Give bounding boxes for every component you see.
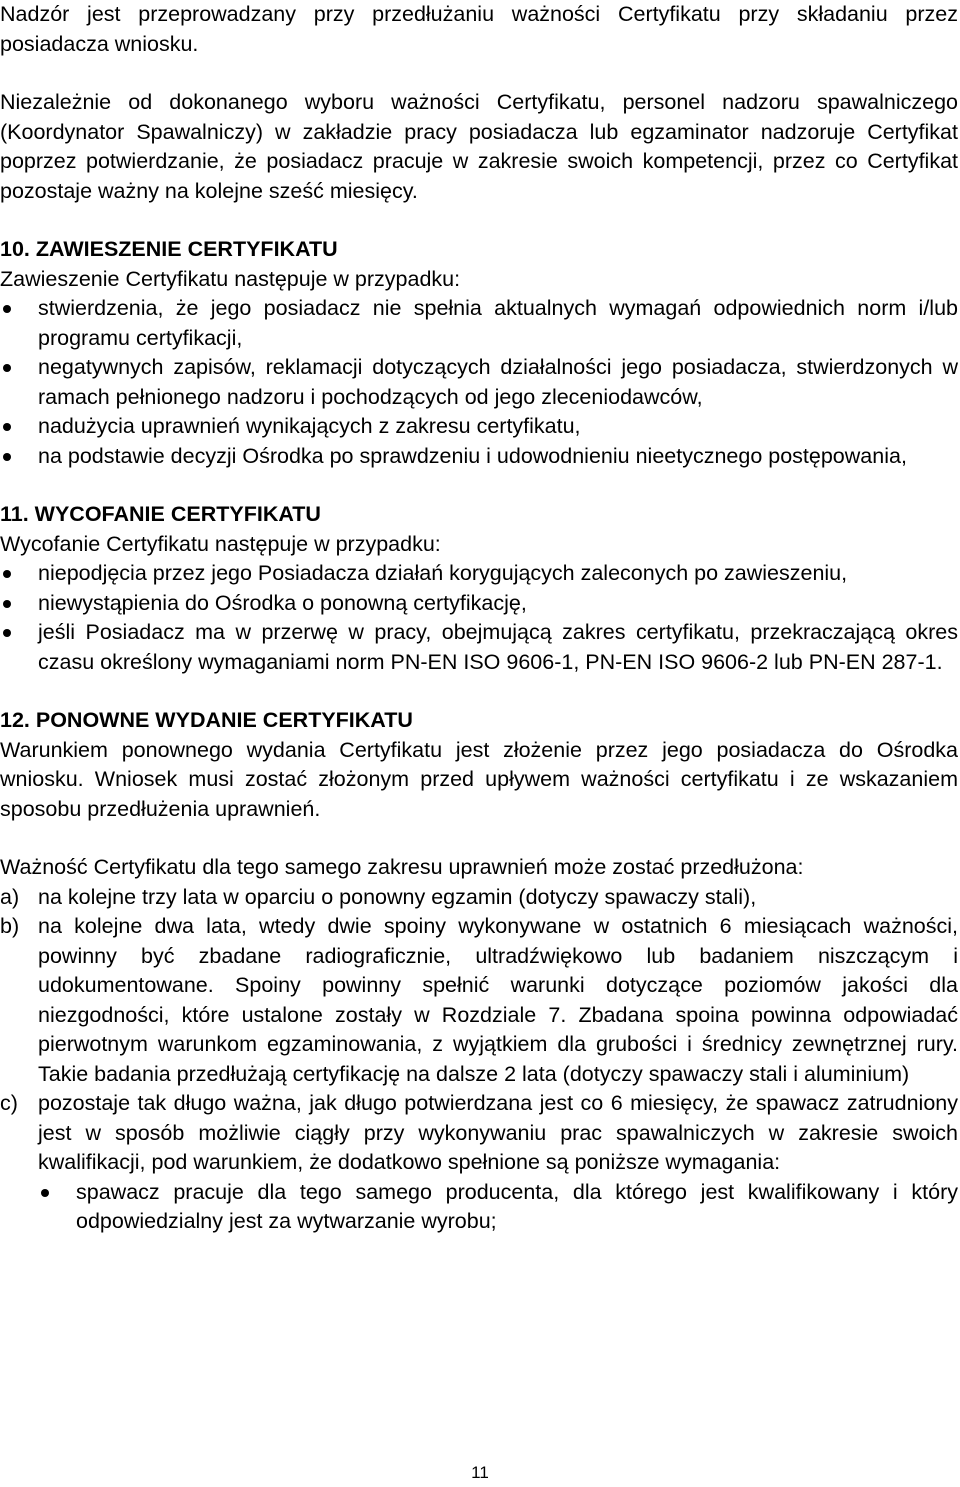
lettered-item xyxy=(0,1089,958,1178)
section-10-lead: Zawieszenie Certyfikatu następuje w przypadku: xyxy=(0,266,461,291)
list-item: negatywnych zapisów, reklamacji dotyczących działalności jego posiadacza, stwierdzonych w ramach pełnionego nadzoru i pochodzących od jego zleceniodawców, xyxy=(0,353,958,412)
list-item: jeśli Posiadacz ma w przerwę w pracy, obejmującą zakres certyfikatu, przekraczającą okres czasu określony wymaganiami norm PN-EN ISO 9606-1, PN-EN ISO 9606-2 lub PN-EN 287-1. xyxy=(0,618,958,677)
section-11-list xyxy=(0,559,958,677)
item-text: na kolejne dwa lata, wtedy dwie spoiny wykonywane w ostatnich 6 miesiącach ważności, powinny być zbadane radiograficznie, ultradźwiękowo lub badaniem niszczącym i udokumentowane. Spoiny powinny spełnić warunki dotyczące poziomów jakości dla niezgodności, które ustalone zostały w Rozdziale 7. Zbadana spoina powinna odpowiadać pierwotnym warunkom egzaminowania, z wyjątkiem dla grubości i średnicy zewnętrznej rury. Takie badania przedłużają certyfikację na dalsze 2 lata (dotyczy spawaczy stali i aluminium) xyxy=(38,914,958,1086)
section-12 xyxy=(0,706,958,1237)
section-12-heading: 12. PONOWNE WYDANIE CERTYFIKATU xyxy=(0,708,413,732)
section-12-paragraph-1: Warunkiem ponownego wydania Certyfikatu jest złożenie przez jego posiadacza do Ośrodka wniosku. Wniosek musi zostać złożonym przed upływem ważności certyfikatu i ze wskazaniem sposobu przedłużenia uprawnień. xyxy=(0,737,958,821)
list-item: stwierdzenia, że jego posiadacz nie spełnia aktualnych wymagań odpowiednich norm i/lub programu certyfikacji, xyxy=(0,294,958,353)
section-10-list xyxy=(0,294,958,471)
section-11 xyxy=(0,500,958,677)
item-marker: b) xyxy=(0,914,20,938)
section-11-heading: 11. WYCOFANIE CERTYFIKATU xyxy=(0,502,321,526)
list-item: na podstawie decyzji Ośrodka po sprawdzeniu i udowodnieniu nieetycznego postępowania, xyxy=(0,442,958,472)
item-text: pozostaje tak długo ważna, jak długo potwierdzana jest co 6 miesięcy, że spawacz zatrudniony jest w sposób możliwie ciągły przy wykonywaniu prac spawalniczych w zakresie swoich kwalifikacji, pod warunkiem, że dodatkowo spełnione są poniższe wymagania: xyxy=(38,1091,958,1174)
item-marker: c) xyxy=(0,1091,18,1115)
lettered-item xyxy=(0,883,958,913)
item-text: na kolejne trzy lata w oparciu o ponowny egzamin (dotyczy spawaczy stali), xyxy=(38,884,757,909)
intro-paragraph-1: Nadzór jest przeprowadzany przy przedłużaniu ważności Certyfikatu przy składaniu przez posiadacza wniosku. xyxy=(0,2,958,56)
item-marker: a) xyxy=(0,884,20,909)
list-item: spawacz pracuje dla tego samego producenta, dla którego jest kwalifikowany i który odpowiedzialny jest za wytwarzanie wyrobu; xyxy=(0,1178,958,1237)
section-10-heading: 10. ZAWIESZENIE CERTYFIKATU xyxy=(0,237,338,261)
section-10 xyxy=(0,235,958,471)
list-item: niewystąpienia do Ośrodka o ponowną certyfikację, xyxy=(0,589,958,619)
section-12-lettered-list xyxy=(0,883,958,1178)
page-number: 11 xyxy=(471,1463,489,1482)
lettered-item xyxy=(0,912,958,1089)
section-12-sub-list xyxy=(0,1178,958,1237)
list-item: niepodjęcia przez jego Posiadacza działań korygujących zaleconych po zawieszeniu, xyxy=(0,559,958,589)
section-12-paragraph-2: Ważność Certyfikatu dla tego samego zakresu uprawnień może zostać przedłużona: xyxy=(0,855,804,879)
list-item: nadużycia uprawnień wynikających z zakresu certyfikatu, xyxy=(0,412,958,442)
section-11-lead: Wycofanie Certyfikatu następuje w przypadku: xyxy=(0,531,441,556)
intro-paragraph-2: Niezależnie od dokonanego wyboru ważności Certyfikatu, personel nadzoru spawalniczego (Koordynator Spawalniczy) w zakładzie pracy posiadacza lub egzaminator nadzoruje Certyfikat poprzez potwierdzanie, że posiadacz pracuje w zakresie swoich kompetencji, przez co Certyfikat pozostaje ważny na kolejne sześć miesięcy. xyxy=(0,90,958,203)
